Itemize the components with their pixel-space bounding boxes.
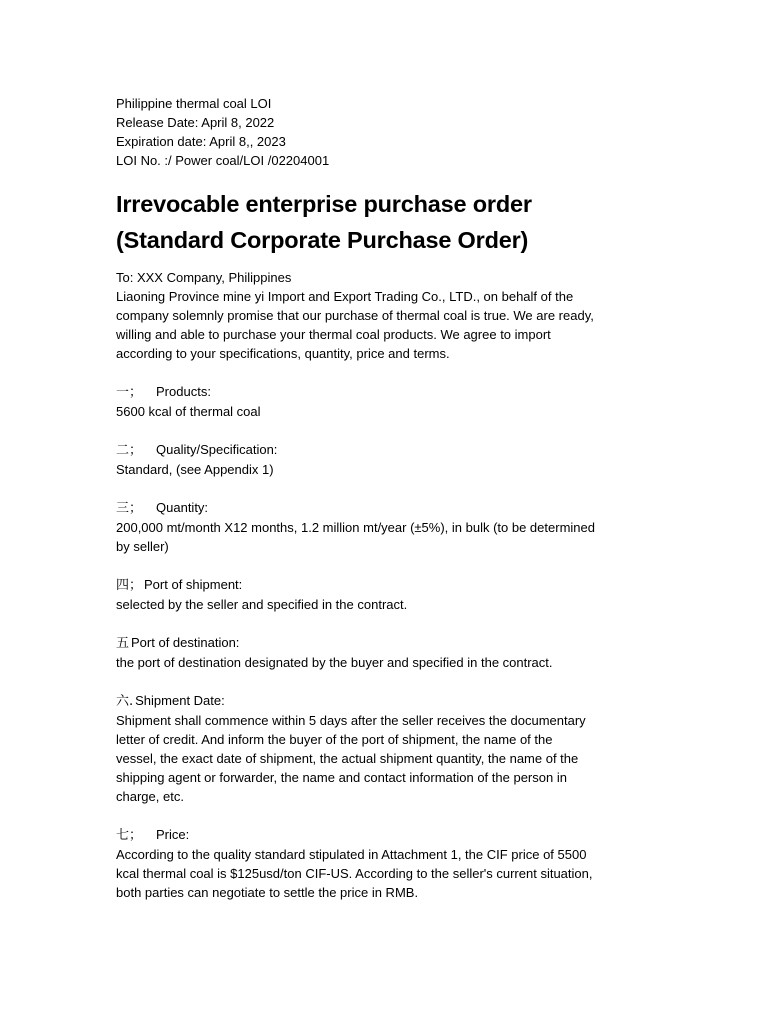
intro-line: willing and able to purchase your thermal coal products. We agree to import <box>116 327 551 342</box>
release-date: Release Date: April 8, 2022 <box>116 115 275 130</box>
section-quantity <box>116 498 656 556</box>
section-heading <box>116 440 656 460</box>
title-line-2: (Standard Corporate Purchase Order) <box>116 227 529 253</box>
section-heading <box>116 825 656 845</box>
section-number: 三； <box>116 501 143 516</box>
section-title: Products: <box>156 384 211 399</box>
section-price <box>116 825 656 902</box>
section-line: Shipment shall commence within 5 days after the seller receives the documentary <box>116 713 586 728</box>
section-line: 5600 kcal of thermal coal <box>116 404 261 419</box>
document-header <box>116 94 656 170</box>
section-line: charge, etc. <box>116 789 184 804</box>
document-page <box>116 94 656 902</box>
section-line: selected by the seller and specified in the contract. <box>116 597 408 612</box>
section-number: 五 <box>116 636 130 651</box>
loi-number: LOI No. :/ Power coal/LOI /02204001 <box>116 153 330 168</box>
section-number: 六. <box>116 694 134 709</box>
section-title: Quantity: <box>156 500 209 515</box>
section-line: shipping agent or forwarder, the name and contact information of the person in <box>116 770 567 785</box>
section-heading <box>116 691 656 711</box>
section-heading <box>116 498 656 518</box>
section-line: 200,000 mt/month X12 months, 1.2 million mt/year (±5%), in bulk (to be determined <box>116 520 595 535</box>
intro-block <box>116 268 656 363</box>
section-title: Shipment Date: <box>135 693 225 708</box>
section-port-of-destination <box>116 633 656 672</box>
section-line: Standard, (see Appendix 1) <box>116 462 274 477</box>
intro-line: according to your specifications, quantity, price and terms. <box>116 346 450 361</box>
section-number: 一； <box>116 385 143 400</box>
section-number: 二； <box>116 443 143 458</box>
title-line-1: Irrevocable enterprise purchase order <box>116 191 532 217</box>
section-title: Price: <box>156 827 190 842</box>
page-title <box>116 186 656 258</box>
expiration-date: Expiration date: April 8,, 2023 <box>116 134 286 149</box>
section-line: vessel, the exact date of shipment, the actual shipment quantity, the name of the <box>116 751 579 766</box>
section-heading <box>116 633 656 653</box>
section-shipment-date <box>116 691 656 806</box>
section-number: 七； <box>116 828 143 843</box>
section-line: the port of destination designated by the buyer and specified in the contract. <box>116 655 553 670</box>
section-port-of-shipment <box>116 575 656 614</box>
section-heading <box>116 575 656 595</box>
section-line: According to the quality standard stipulated in Attachment 1, the CIF price of 5500 <box>116 847 587 862</box>
section-line: by seller) <box>116 539 169 554</box>
section-title: Port of shipment: <box>144 577 243 592</box>
intro-line: company solemnly promise that our purchase of thermal coal is true. We are ready, <box>116 308 594 323</box>
subject-line: Philippine thermal coal LOI <box>116 96 272 111</box>
section-quality <box>116 440 656 479</box>
intro-line: Liaoning Province mine yi Import and Export Trading Co., LTD., on behalf of the <box>116 289 574 304</box>
section-title: Port of destination: <box>131 635 240 650</box>
section-heading <box>116 382 656 402</box>
section-line: letter of credit. And inform the buyer of the port of shipment, the name of the <box>116 732 553 747</box>
section-number: 四； <box>116 578 143 593</box>
section-line: both parties can negotiate to settle the price in RMB. <box>116 885 419 900</box>
section-title: Quality/Specification: <box>156 442 278 457</box>
section-products <box>116 382 656 421</box>
section-line: kcal thermal coal is $125usd/ton CIF-US. According to the seller's current situation, <box>116 866 593 881</box>
recipient-line: To: XXX Company, Philippines <box>116 270 292 285</box>
